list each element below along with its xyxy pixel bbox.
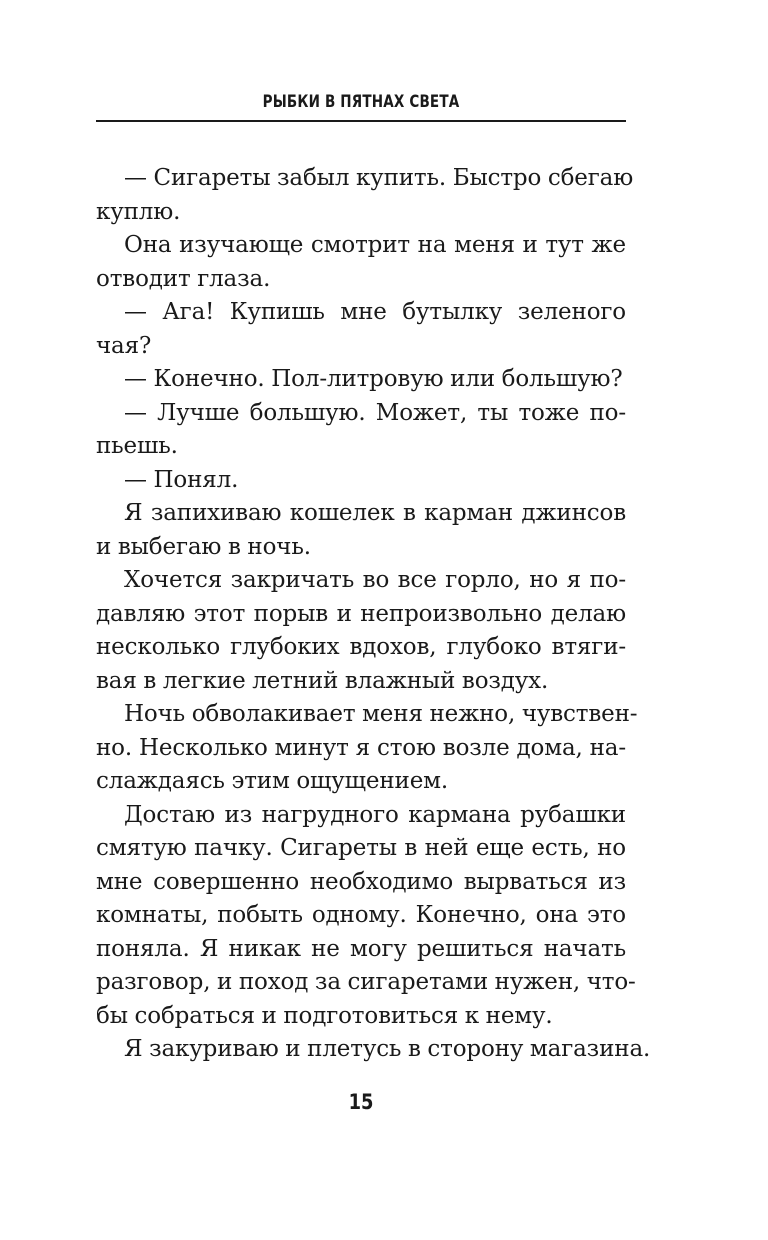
paragraph (96, 564, 626, 698)
text-line: Я закуриваю и плетусь в сторону магазина. (124, 1036, 651, 1062)
paragraph (96, 698, 638, 799)
paragraph (96, 464, 626, 498)
text-line: вая в легкие летний влажный воздух. (96, 667, 549, 694)
paragraph (96, 296, 626, 363)
text-line: — Ага! Купишь мне бутылку зеленого (124, 299, 626, 325)
paragraph (96, 497, 626, 564)
text-line: Я запихиваю кошелек в карман джинсов (124, 500, 626, 526)
text-line: бы собраться и подготовиться к нему. (96, 1002, 553, 1029)
text-line: Достаю из нагрудного кармана рубашки (124, 801, 626, 828)
paragraph (96, 229, 626, 296)
text-line: смятую пачку. Сигареты в ней еще есть, но (96, 835, 626, 861)
paragraph (96, 162, 634, 229)
text-line: пьешь. (96, 433, 178, 459)
page-number: 15 (348, 1090, 374, 1114)
paragraph (96, 397, 626, 464)
text-line: — Сигареты забыл купить. Быстро сбегаю (124, 165, 634, 191)
text-line: отводит глаза. (96, 265, 271, 292)
text-line: несколько глубоких вдохов, глубоко втяги- (96, 634, 626, 660)
text-line: давляю этот порыв и непроизвольно делаю (96, 600, 626, 627)
text-line: Ночь обволакивает меня нежно, чувствен- (124, 701, 638, 727)
paragraph (96, 363, 626, 397)
text-line: комнаты, побыть одному. Конечно, она это (96, 902, 626, 928)
paragraph (96, 799, 636, 1034)
paragraph (96, 1033, 651, 1067)
body-text (96, 162, 651, 1067)
text-line: мне совершенно необходимо вырваться из (96, 868, 626, 895)
text-line: Она изучающе смотрит на меня и тут же (124, 232, 626, 258)
text-line: — Лучше большую. Может, ты тоже по- (124, 399, 626, 426)
text-line: но. Несколько минут я стою возле дома, на- (96, 734, 626, 761)
text-line: разговор, и поход за сигаретами нужен, что- (96, 969, 636, 995)
text-line: поняла. Я никак не могу решиться начать (96, 935, 626, 962)
text-line: Хочется закричать во все горло, но я по- (124, 567, 626, 593)
header-rule (96, 120, 626, 122)
text-line: слаждаясь этим ощущением. (96, 768, 449, 794)
text-line: — Понял. (124, 466, 239, 493)
text-line: и выбегаю в ночь. (96, 533, 311, 560)
text-line: — Конечно. Пол-литровую или большую? (124, 366, 623, 392)
text-line: куплю. (96, 198, 181, 225)
text-line: чая? (96, 332, 152, 359)
running-head: РЫБКИ В ПЯТНАХ СВЕТА (262, 92, 460, 111)
